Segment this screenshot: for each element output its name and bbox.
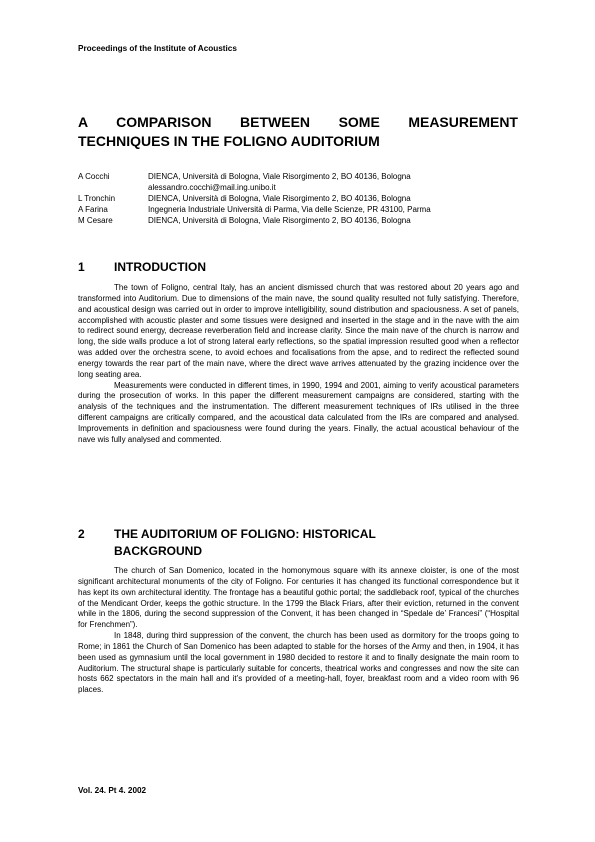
- historical-background-body: [78, 566, 519, 696]
- section-title: THE AUDITORIUM OF FOLIGNO: HISTORICAL BACKGROUND: [114, 527, 376, 558]
- author-name: [78, 183, 148, 194]
- paragraph: The town of Foligno, central Italy, has an ancient dismissed church that was restored about 20 years ago and transformed into Auditorium. Due to dimensions of the main nave, the sound quality resulted not fully satisfying. Therefore, and acoustical design was carried out in order to improve intelligibility, sound distribution and spaciousness. A set of panels, accomplished with acoustic plaster and some tissues were designed and inserted in the stage and in the nave with the aim to redirect sound energy, decrease reverberation field and increase clarity. Since the main nave of the church is narrow and long, the side walls produce a lot of strong lateral early reflections, so the spatial impression resulted good when a reflector was added over the orchestra scene, to avoid echoes and focalisations from the apse, and to redirect the reflected sound energy towards the rear part of the main nave, where the direct wave arrives attenuated by the grazing incidence over the long seating area.: [78, 283, 519, 379]
- author-affiliation: DIENCA, Università di Bologna, Viale Risorgimento 2, BO 40136, Bologna: [148, 193, 411, 203]
- paper-title: [78, 113, 518, 151]
- author-name: A Farina: [78, 204, 108, 214]
- author-row: [78, 183, 518, 194]
- section-title: INTRODUCTION: [114, 260, 206, 274]
- introduction-body: [78, 283, 519, 446]
- author-row: [78, 172, 518, 183]
- author-email: alessandro.cocchi@mail.ing.unibo.it: [148, 182, 276, 192]
- author-row: [78, 205, 518, 216]
- paragraph: The church of San Domenico, located in the homonymous square with its annexe cloister, is one of the most significant architectural monuments of the city of Foligno. For centuries it has changed its functional correspondence but it has kept its own architectural identity. The frontage has a beautiful gothic portal; the saddleback roof, typical of the churches of the Mendicant Order, keeps the gothic structure. In the 1799 the Black Friars, after their eviction, returned in the convent while in the 1806, during the second suppression of the Convent, it has been changed in “Spedale de’ Francesi” (“Hospital for Frenchmen”).: [78, 566, 519, 630]
- author-list: [78, 172, 518, 227]
- author-name: A Cocchi: [78, 172, 110, 181]
- paper-title-line-1: A COMPARISON BETWEEN SOME MEASUREMENT: [78, 114, 518, 130]
- section-number: 2: [78, 527, 85, 541]
- paragraph: Measurements were conducted in different times, in 1990, 1994 and 2001, aiming to verify acoustical parameters during the prosecution of works. In this paper the different measurement campaigns are considered, starting with the analysis of the techniques and the instrumentation. The different measurement techniques of IRs utilised in the three different campaigns are critically compared, and the acoustical data calculated from the IRs are compared and analysed. Improvements in definition and spaciousness were found during the years. Finally, the actual acoustical behaviour of the nave wis fully analysed and commented.: [78, 380, 519, 444]
- section-heading-introduction: [78, 259, 444, 276]
- author-row: [78, 216, 518, 227]
- page-footer: Vol. 24. Pt 4. 2002: [78, 786, 147, 795]
- paragraph: In 1848, during third suppression of the convent, the church has been used as dormitory for the troops going to Rome; in 1861 the Church of San Domenico has been adapted to stable for the horses of the Army and then, in 1904, it has been used as gymnasium until the local government in 1980 decided to restore it and to finally designate the main room to Auditorium. The structural shape is particularly suitable for concerts, theatrical works and congresses and now the site can hosts 662 spectators in the main hall and it’s provided of a meeting-hall, foyer, breakfast room and a video room with 96 places.: [78, 631, 519, 695]
- running-header: Proceedings of the Institute of Acoustics: [78, 44, 237, 53]
- section-heading-historical-background: [78, 526, 444, 559]
- paper-title-line-2: TECHNIQUES IN THE FOLIGNO AUDITORIUM: [78, 133, 380, 149]
- author-affiliation: DIENCA, Università di Bologna, Viale Risorgimento 2, BO 40136, Bologna: [148, 172, 411, 181]
- author-name: M Cesare: [78, 215, 113, 225]
- author-row: [78, 194, 518, 205]
- author-name: L Tronchin: [78, 193, 116, 203]
- section-number: 1: [78, 260, 85, 274]
- author-affiliation: Ingegneria Industriale Università di Parma, Via delle Scienze, PR 43100, Parma: [148, 204, 431, 214]
- author-affiliation: DIENCA, Università di Bologna, Viale Risorgimento 2, BO 40136, Bologna: [148, 215, 411, 225]
